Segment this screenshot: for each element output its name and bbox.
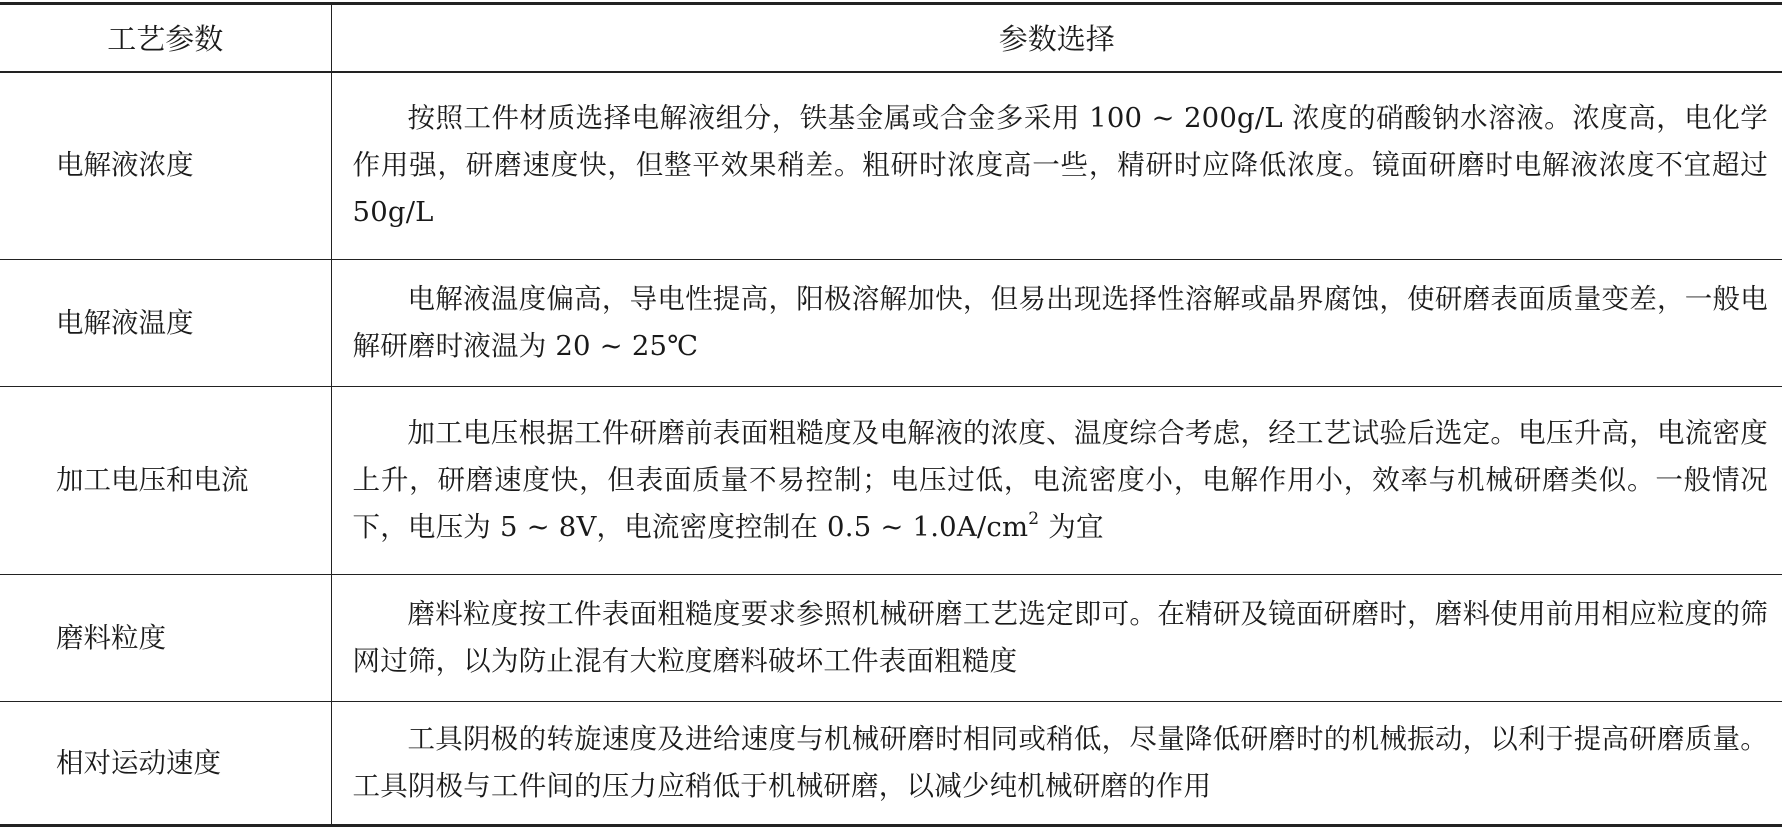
parameter-description-cell [331, 387, 1782, 575]
table-row [0, 575, 1782, 702]
parameter-description-cell: 电解液温度偏高，导电性提高，阳极溶解加快，但易出现选择性溶解或晶界腐蚀，使研磨表面质量变差，一般电解研磨时液温为 20 ~ 25℃ [331, 260, 1782, 387]
parameter-description-cell: 按照工件材质选择电解液组分，铁基金属或合金多采用 100 ~ 200g/L 浓度的硝酸钠水溶液。浓度高，电化学作用强，研磨速度快，但整平效果稍差。粗研时浓度高一些，精研时应降低浓度。镜面研磨时电解液浓度不宜超过 50g/L [331, 72, 1782, 260]
unit-exponent: 2 [1028, 509, 1040, 529]
parameter-name-cell: 相对运动速度 [0, 702, 331, 826]
parameter-description-cell: 磨料粒度按工件表面粗糙度要求参照机械研磨工艺选定即可。在精研及镜面研磨时，磨料使用前用相应粒度的筛网过筛，以为防止混有大粒度磨料破坏工件表面粗糙度 [331, 575, 1782, 702]
parameter-name-cell: 电解液温度 [0, 260, 331, 387]
table-row [0, 260, 1782, 387]
description-text: 加工电压根据工件研磨前表面粗糙度及电解液的浓度、温度综合考虑，经工艺试验后选定。电压升高，电流密度上升，研磨速度快，但表面质量不易控制；电压过低，电流密度小，电解作用小，效率与机械研磨类似。一般情况下，电压为 5 ~ 8V，电流密度控制在 0.5 ~ 1.0A/cm [352, 417, 1768, 543]
table-row [0, 702, 1782, 826]
header-cell-parameter: 工艺参数 [0, 4, 331, 72]
parameter-name-cell: 电解液浓度 [0, 72, 331, 260]
table-body [0, 72, 1782, 826]
parameter-description-cell: 工具阴极的转旋速度及进给速度与机械研磨时相同或稍低，尽量降低研磨时的机械振动，以利于提高研磨质量。工具阴极与工件间的压力应稍低于机械研磨，以减少纯机械研磨的作用 [331, 702, 1782, 826]
table-row [0, 72, 1782, 260]
description-tail: 为宜 [1039, 511, 1104, 543]
parameter-name-cell: 磨料粒度 [0, 575, 331, 702]
table-header [0, 4, 1782, 72]
process-parameters-table [0, 2, 1782, 827]
parameter-name-cell: 加工电压和电流 [0, 387, 331, 575]
table-row [0, 387, 1782, 575]
header-cell-selection: 参数选择 [331, 4, 1782, 72]
header-row [0, 4, 1782, 72]
